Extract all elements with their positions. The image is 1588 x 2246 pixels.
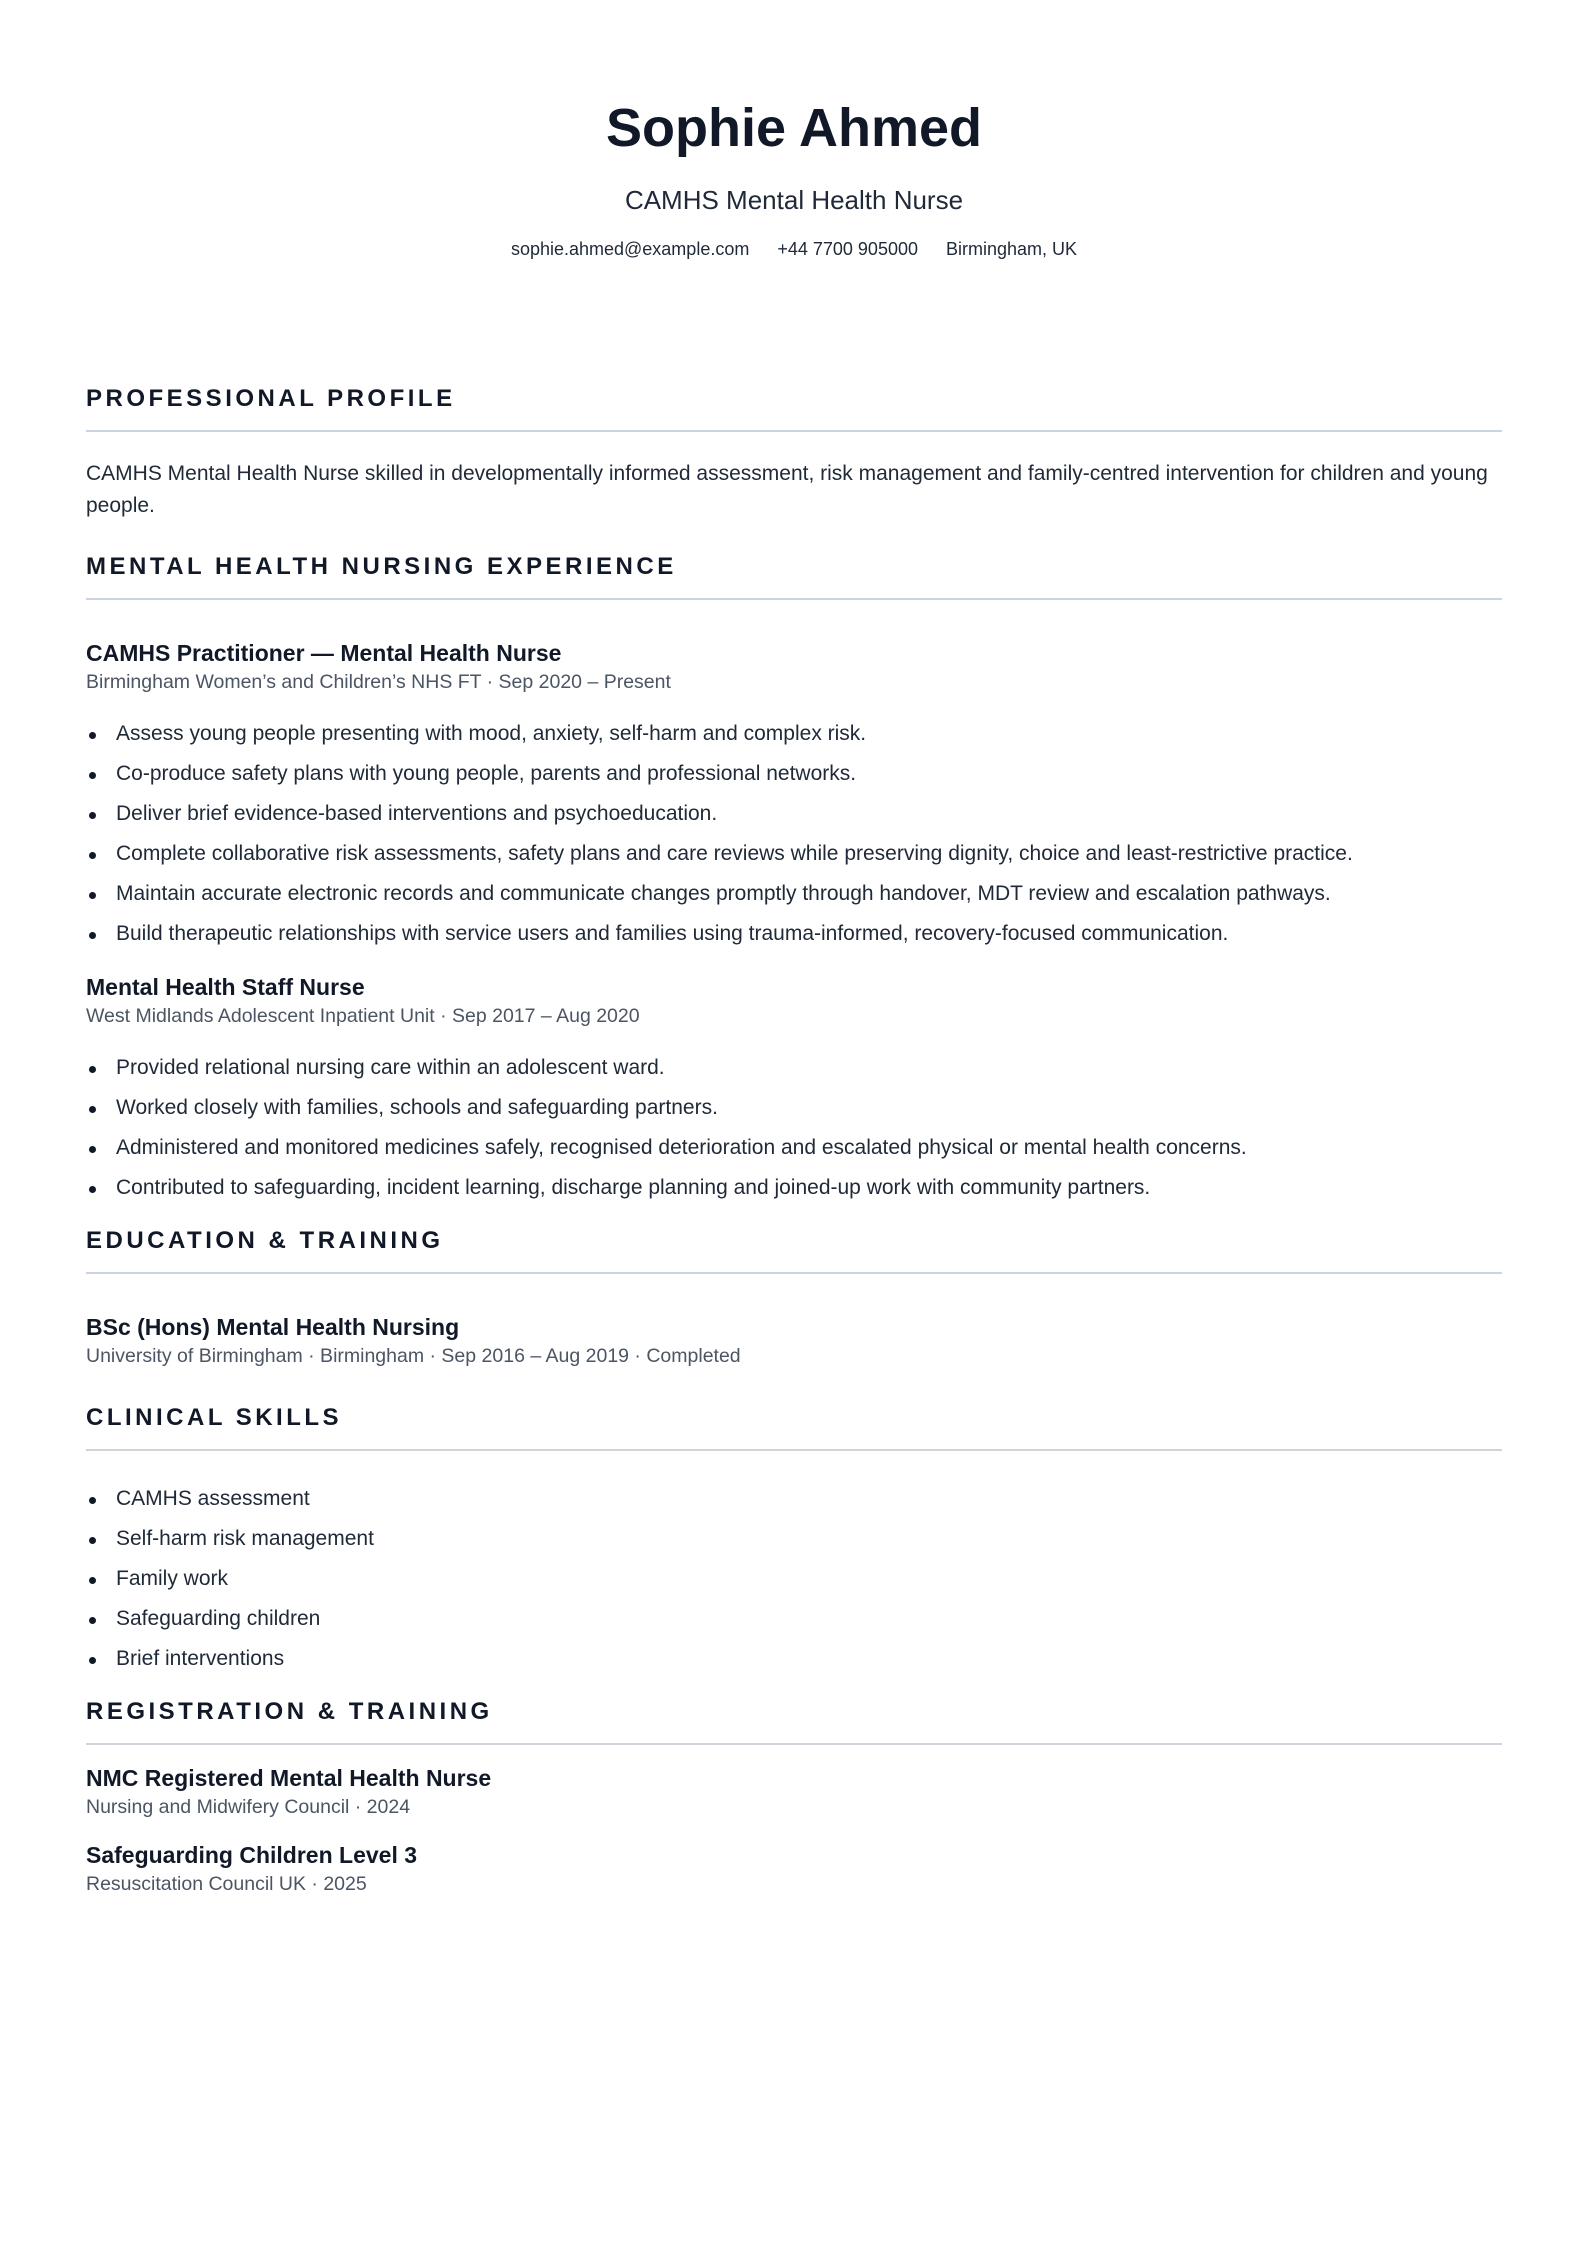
profile-text: CAMHS Mental Health Nurse skilled in developmentally informed assessment, risk management and family-centred intervention for children and young people. <box>86 462 1488 517</box>
skill-item: Family work <box>86 1565 1502 1593</box>
contact-location: Birmingham, UK <box>946 239 1078 259</box>
skills-list <box>86 1485 1502 1673</box>
job-bullet: Build therapeutic relationships with service users and families using trauma-informed, recovery-focused communication. <box>86 920 1502 948</box>
skill-item: Safeguarding children <box>86 1605 1502 1633</box>
experience-section <box>86 552 1502 1202</box>
registration-meta: Nursing and Midwifery Council · 2024 <box>86 1796 411 1818</box>
skill-item: CAMHS assessment <box>86 1485 1502 1513</box>
resume-header <box>86 0 1502 260</box>
job-meta: Birmingham Women’s and Children’s NHS FT · Sep 2020 – Present <box>86 671 671 693</box>
degree-meta: University of Birmingham · Birmingham · Sep 2016 – Aug 2019 · Completed <box>86 1345 741 1367</box>
job-bullet: Administered and monitored medicines safely, recognised deterioration and escalated physical or mental health concerns. <box>86 1134 1502 1162</box>
degree-name: BSc (Hons) Mental Health Nursing <box>86 1314 460 1340</box>
job-bullets <box>86 1054 1502 1202</box>
section-title-registration: REGISTRATION & TRAINING <box>86 1697 1502 1745</box>
profile-section <box>86 384 1502 522</box>
candidate-headline: CAMHS Mental Health Nurse <box>624 185 964 215</box>
contact-email: sophie.ahmed@example.com <box>510 239 750 259</box>
education-section <box>86 1226 1502 1369</box>
registration-name: Safeguarding Children Level 3 <box>86 1842 418 1868</box>
job-bullets <box>86 720 1502 948</box>
section-title-education: EDUCATION & TRAINING <box>86 1226 1502 1274</box>
contact-phone: +44 7700 905000 <box>777 239 918 259</box>
skill-item: Self-harm risk management <box>86 1525 1502 1553</box>
contact-line <box>86 238 1502 260</box>
registration-meta: Resuscitation Council UK · 2025 <box>86 1873 367 1895</box>
job-bullet: Complete collaborative risk assessments, safety plans and care reviews while preserving dignity, choice and least-restrictive practice. <box>86 840 1502 868</box>
registration-section <box>86 1697 1502 1897</box>
job-entry <box>86 638 1502 948</box>
education-entry <box>86 1312 1502 1369</box>
job-role: CAMHS Practitioner — Mental Health Nurse <box>86 640 562 666</box>
job-bullet: Co-produce safety plans with young people, parents and professional networks. <box>86 760 1502 788</box>
job-bullet: Provided relational nursing care within an adolescent ward. <box>86 1054 1502 1082</box>
job-bullet: Contributed to safeguarding, incident learning, discharge planning and joined-up work with community partners. <box>86 1174 1502 1202</box>
job-bullet: Deliver brief evidence-based interventions and psychoeducation. <box>86 800 1502 828</box>
job-bullet: Assess young people presenting with mood, anxiety, self-harm and complex risk. <box>86 720 1502 748</box>
section-title-experience: MENTAL HEALTH NURSING EXPERIENCE <box>86 552 1502 600</box>
job-bullet: Worked closely with families, schools and safeguarding partners. <box>86 1094 1502 1122</box>
skills-section <box>86 1403 1502 1673</box>
job-entry <box>86 972 1502 1202</box>
skill-item: Brief interventions <box>86 1645 1502 1673</box>
registration-entry <box>86 1840 1502 1897</box>
section-title-skills: CLINICAL SKILLS <box>86 1403 1502 1451</box>
job-bullet: Maintain accurate electronic records and communicate changes promptly through handover, MDT review and escalation pathways. <box>86 880 1502 908</box>
job-role: Mental Health Staff Nurse <box>86 974 365 1000</box>
section-title-profile: PROFESSIONAL PROFILE <box>86 384 1502 432</box>
job-meta: West Midlands Adolescent Inpatient Unit · Sep 2017 – Aug 2020 <box>86 1005 640 1027</box>
candidate-name: Sophie Ahmed <box>605 98 983 158</box>
registration-entry <box>86 1763 1502 1820</box>
registration-name: NMC Registered Mental Health Nurse <box>86 1765 492 1791</box>
